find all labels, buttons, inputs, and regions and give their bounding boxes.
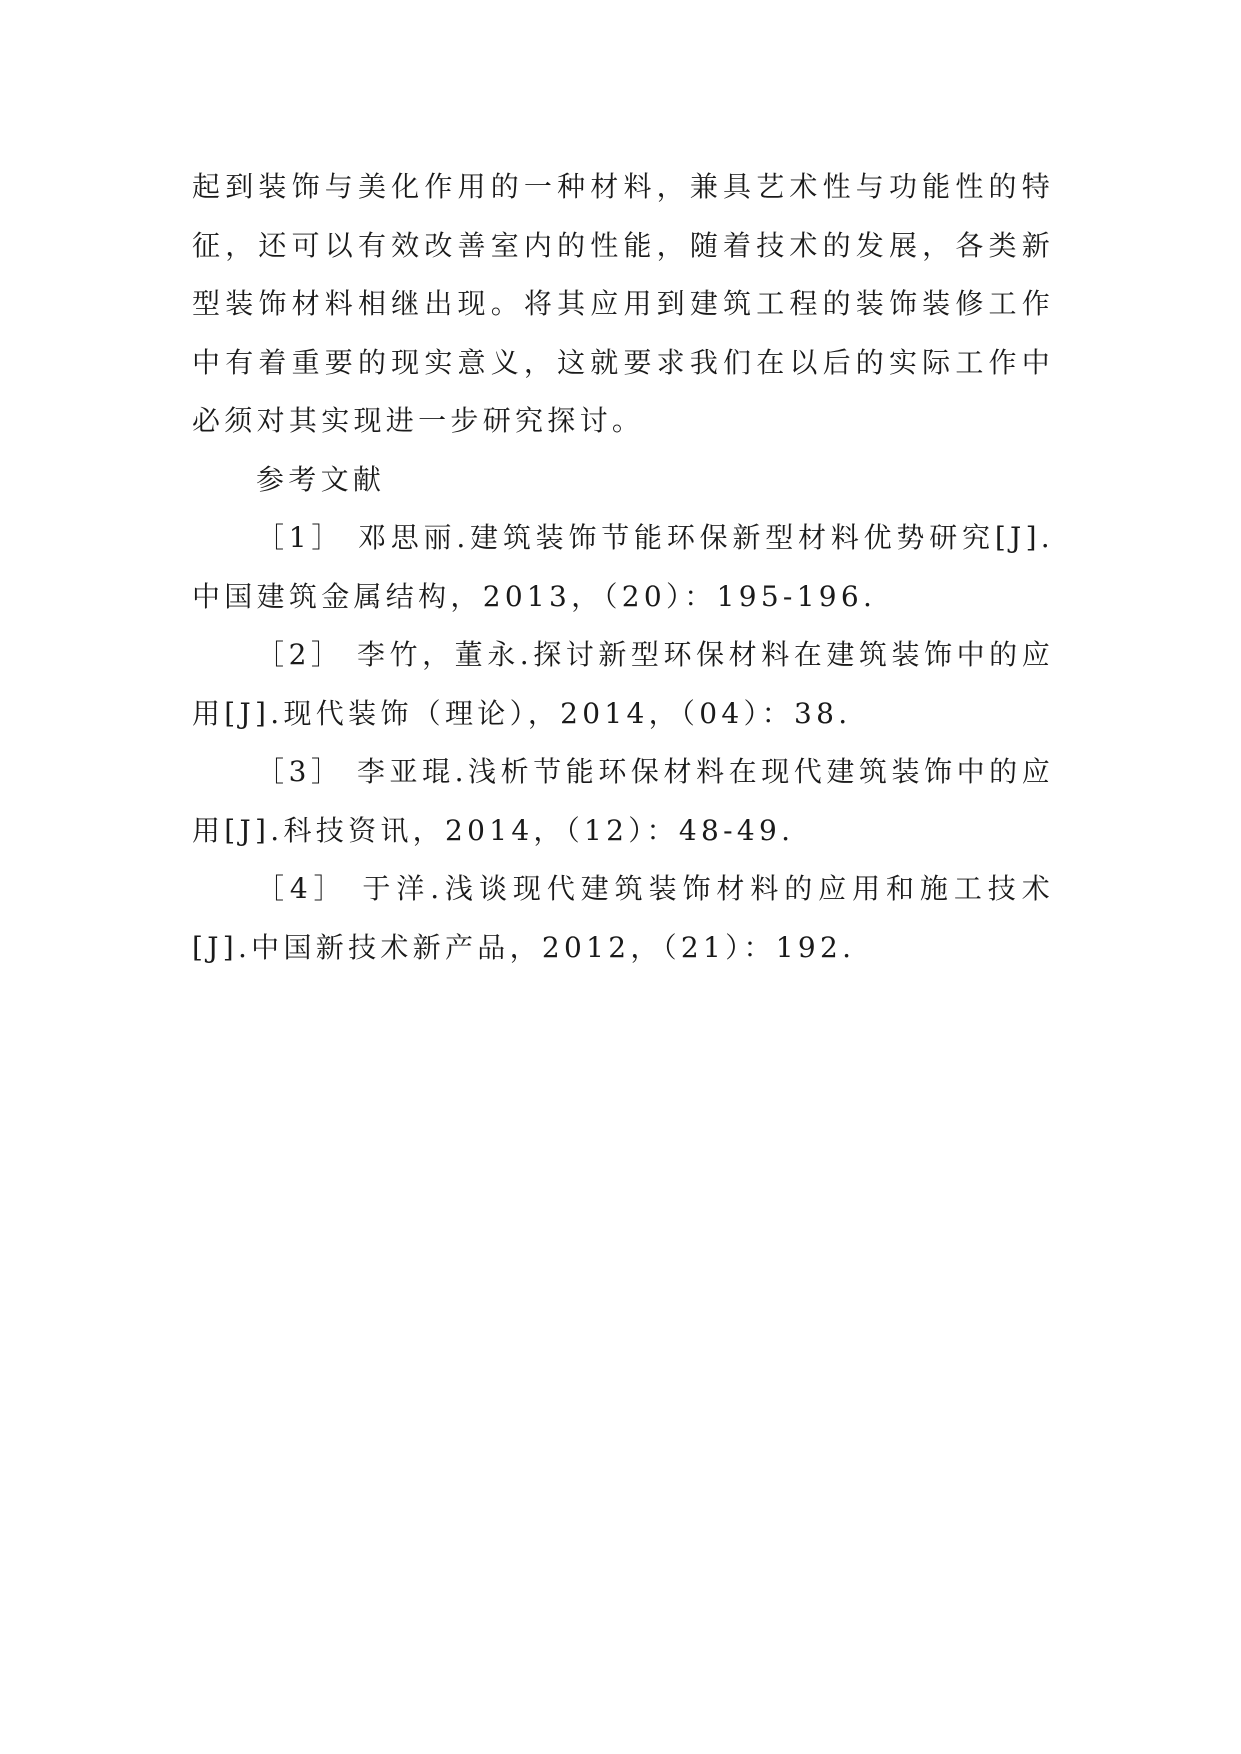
references-list xyxy=(192,509,1054,977)
reference-item-4: ［4］ 于洋.浅谈现代建筑装饰材料的应用和施工技术[J].中国新技术新产品，2012，（21）：192. xyxy=(192,872,1054,964)
references-heading: 参考文献 xyxy=(256,462,386,496)
reference-item-3: ［3］ 李亚琨.浅析节能环保材料在现代建筑装饰中的应用[J].科技资讯，2014，（12）：48-49. xyxy=(192,755,1054,847)
body-paragraph: 起到装饰与美化作用的一种材料，兼具艺术性与功能性的特征，还可以有效改善室内的性能，随着技术的发展，各类新型装饰材料相继出现。将其应用到建筑工程的装饰装修工作中有着重要的现实意义，这就要求我们在以后的实际工作中必须对其实现进一步研究探讨。 xyxy=(192,170,1054,437)
reference-item-2: ［2］ 李竹，董永.探讨新型环保材料在建筑装饰中的应用[J].现代装饰（理论），2014，（04）：38. xyxy=(192,638,1054,730)
document-page xyxy=(192,158,1054,977)
reference-item-1: ［1］ 邓思丽.建筑装饰节能环保新型材料优势研究[J].中国建筑金属结构，2013，（20）：195-196. xyxy=(192,521,1054,613)
